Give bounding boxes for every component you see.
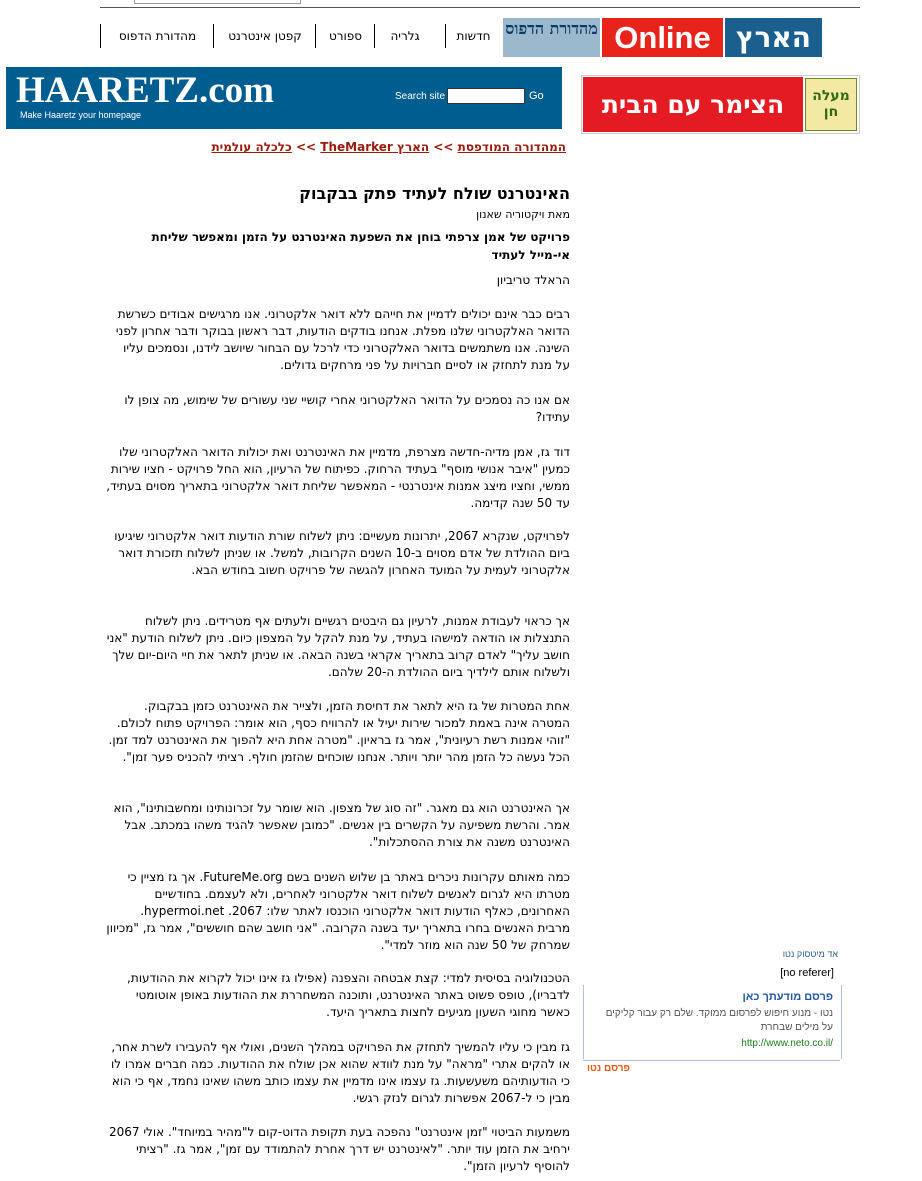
nav-print-edition[interactable]: מהדורת הדפוס xyxy=(100,24,214,48)
haaretz-com-banner xyxy=(6,67,562,129)
publish-with-neto-link[interactable]: פרסם נטו xyxy=(587,1063,631,1074)
article-paragraph: אחת המטרות של גז היא לתאר את דחיסת הזמן, ולצייר את האינטרנט כזמן בבקבוק. המטרה אינה באמת למכור שירות יעיל או להרוויח כסף, הוא אומר: הפרויקט פתוח לכולם. "זוהי אמנות רשת רעיונית", אמר גז בראיון. "מטרה אחת היא להפוך את האינטרנט למד זמן. הכל נעשה כל הזמן מהר יותר ויותר. אנחנו שוכחים שהזמן חולף. רציתי להכניס פער זמן". xyxy=(108,699,570,764)
article-author: מאת ויקטוריה שאנון xyxy=(476,208,570,221)
neto-logo-icon[interactable]: אד מיטסוק נטו xyxy=(782,949,838,959)
breadcrumb-separator: >> xyxy=(296,140,317,154)
ad-headline: הצימר עם הבית xyxy=(583,77,803,132)
article-paragraph: גז מבין כי עליו להמשיך לתחזק את הפרויקט במהלך השנים, ואולי אף להעבירו לשרת אחר, או להקים אתרי "מראה" על מנת לוודא שהוא אכן שולח את ההודעות. כמה חברים אמרו לו כי הודעותיהם משעשעות. גז עצמו אינו מדמיין את עצמו כותב משהו שאינו נחמד, אף כי הוא מבין כי ל-2067 אפשרות לגרום לנזק רגשי. xyxy=(110,1040,570,1105)
article-paragraph: אם אנו כה נסמכים על הדואר האלקטרוני אחרי קושיי שני עשורים של שימוש, מה צופן לו עתידו? xyxy=(124,393,570,424)
article-paragraph: הטכנולוגיה בסיסית למדי: קצת אבטחה והצפנה (אפילו גז אינו יכול לקרוא את ההודעות, לדבריו), טופס פשוט באתר האינטרנט, ותוכנה המשחררת את ההודעות באופן אוטומטי כאשר מחוגי השעון מגיעים לחצות בתאריך היעד. xyxy=(127,971,570,1019)
logo-haaretz[interactable]: הארץ xyxy=(725,18,822,57)
ad-description: נטו - מנוע חיפוש לפרסום ממוקד. שלם רק עבור קליקים על מילים שבחרת xyxy=(605,1008,833,1033)
ad-footer xyxy=(583,1060,840,1079)
article-paragraph: רבים כבר אינם יכולים לדמיין את חייהם ללא דואר אלקטרוני. אנו מרגישים אבודים כשרשת הדואר האלקטרוני שלנו מפלת. אנחנו בודקים הודעות, דבר ראשון בבוקר ודבר אחרון לפני השינה. אנו משתמשים בדואר האלקטרוני כדי לרכל עם הבחור שיושב לידנו, ונסמכים עליו על מנת לתחזק או לסיים חברויות על פני מרחקים גדולים. xyxy=(115,307,570,372)
article-paragraph: דוד גז, אמן מדיה-חדשה מצרפת, מדמיין את האינטרנט ואת יכולות הדואר האלקטרוני שלו כמעין "איבר אנושי מוסף" בעתיד הרחוק. כפיתוח של הרעיון, הוא החל פרויקט - חציו שירות ממשי, וחציו מיצג אמנות אינטרנטי - המאפשר שליחת דואר אלקטרוני בתאריך מסוים בעתיד, עד 50 שנה קדימה. xyxy=(106,445,570,510)
article-paragraph: לפרויקט, שנקרא 2067, יתרונות מעשיים: ניתן לשלוח שורת הודעות דואר אלקטרוני שיגיעו ביום ההולדת של אדם מסוים ב-10 השנים הקרובות, למשל. או שניתן לשלוח תזכורת דואר אלקטרוני לעמית על המועד האחרון להגשה של פרויקט חשוב בחודש הבא. xyxy=(114,529,570,577)
ad-url-link[interactable]: http://www.neto.co.il/ xyxy=(741,1038,833,1049)
top-divider xyxy=(100,7,860,8)
nav-sport[interactable]: ספורט xyxy=(315,24,375,48)
ad-logo: מעלה חן xyxy=(805,78,857,131)
nav-captain-internet[interactable]: קפטן אינטרנט xyxy=(213,24,316,48)
breadcrumb-separator: >> xyxy=(433,140,454,154)
article-source: הראלד טריביון xyxy=(496,273,570,287)
article-paragraph: כמה מאותם עקרונות ניכרים באתר בן שלוש השנים בשם FutureMe.org. אך גז מציין כי מטרתו היא לגרום לאנשים לשלוח דואר אלקטרוני לאחרים, ולא לעצמם. בחודשיים האחרונים, כאלף הודעות דואר אלקטרוני הוכנסו לאתר שלו: 2067. hypermoi.net. מרבית האנשים בחרו בתאריך יעד בשנה הקרובה. "אני חושב שהם חוששים", אמר גז, "מכיוון שמרחק של 50 שנה הוא מוזר למדי". xyxy=(106,870,570,952)
article-paragraph: משמעות הביטוי "זמן אינטרנט" נהפכה בעת תקופת הדוט-קום ל"מהיר במיוחד". אולי 2067 ירחיב את הזמן עוד יותר. "לאינטרנט יש דרך אחרת להתמודד עם זמן", אמר גז. "רציתי להוסיף לרעיון הזמן". xyxy=(108,1125,570,1173)
haaretz-online-logo[interactable] xyxy=(503,18,822,57)
ad-box[interactable] xyxy=(583,985,842,1059)
search-input[interactable] xyxy=(447,88,525,104)
breadcrumb xyxy=(150,140,566,154)
article-subtitle: פרויקט של אמן צרפתי בוחן את השפעת האינטרנט על הזמן ומאפשר שליחת אי-מייל לעתיד xyxy=(151,230,570,262)
make-homepage-link[interactable]: Make Haaretz your homepage xyxy=(20,110,142,120)
article-paragraph: אך כראוי לעבודת אמנות, לרעיון גם היבטים רגשיים ולעתים אף מטרידים. ניתן לשלוח התנצלות או הודאה למישהו בעתיד, על מנת להקל על המצפון כיום. ניתן לשלוח הודעת "אני חושב עליך" לאדם קרוב בתאריך אקראי בשנה הבאה. או שניתן לתאר את חיי היום-יום שלך ולשלוח אותם לילדיך ביום ההולדת ה-20 שלהם. xyxy=(106,614,570,679)
breadcrumb-print-edition[interactable]: המהדורה המודפסת xyxy=(457,140,566,154)
search-go-button[interactable]: Go xyxy=(529,90,544,102)
article-paragraph: אך האינטרנט הוא גם מאגר. "זה סוג של מצפון. הוא שומר על זכרונותינו ומחשבותינו", הוא אמר. והרשת משפיעה על הקשרים בין אנשים. "כמובן שאפשר להגיד משהו במכתב. אבל האינטרנט משנה את צורת ההסתכלות". xyxy=(113,801,570,849)
zimmer-ad[interactable] xyxy=(581,75,860,134)
top-strip-stub xyxy=(134,0,301,4)
logo-online[interactable]: Online xyxy=(602,18,723,57)
nav-gallery[interactable]: גלריה xyxy=(374,24,435,48)
breadcrumb-themarker[interactable]: הארץ TheMarker xyxy=(320,140,430,154)
ad-title-link[interactable]: פרסם מודעתך כאן xyxy=(742,991,833,1003)
brand-logo[interactable]: HAARETZ.com xyxy=(16,70,274,111)
article-title: האינטרנט שולח לעתיד פתק בבקבוק xyxy=(299,184,570,203)
nav-news[interactable]: חדשות xyxy=(445,24,501,48)
breadcrumb-world-economy[interactable]: כלכלה עולמית xyxy=(211,140,292,154)
no-referer-label: [no referer] xyxy=(780,967,834,979)
neto-ad xyxy=(583,949,840,1079)
search-label: Search site xyxy=(395,91,446,102)
logo-print-edition[interactable]: מהדורת הדפוס xyxy=(503,18,600,57)
